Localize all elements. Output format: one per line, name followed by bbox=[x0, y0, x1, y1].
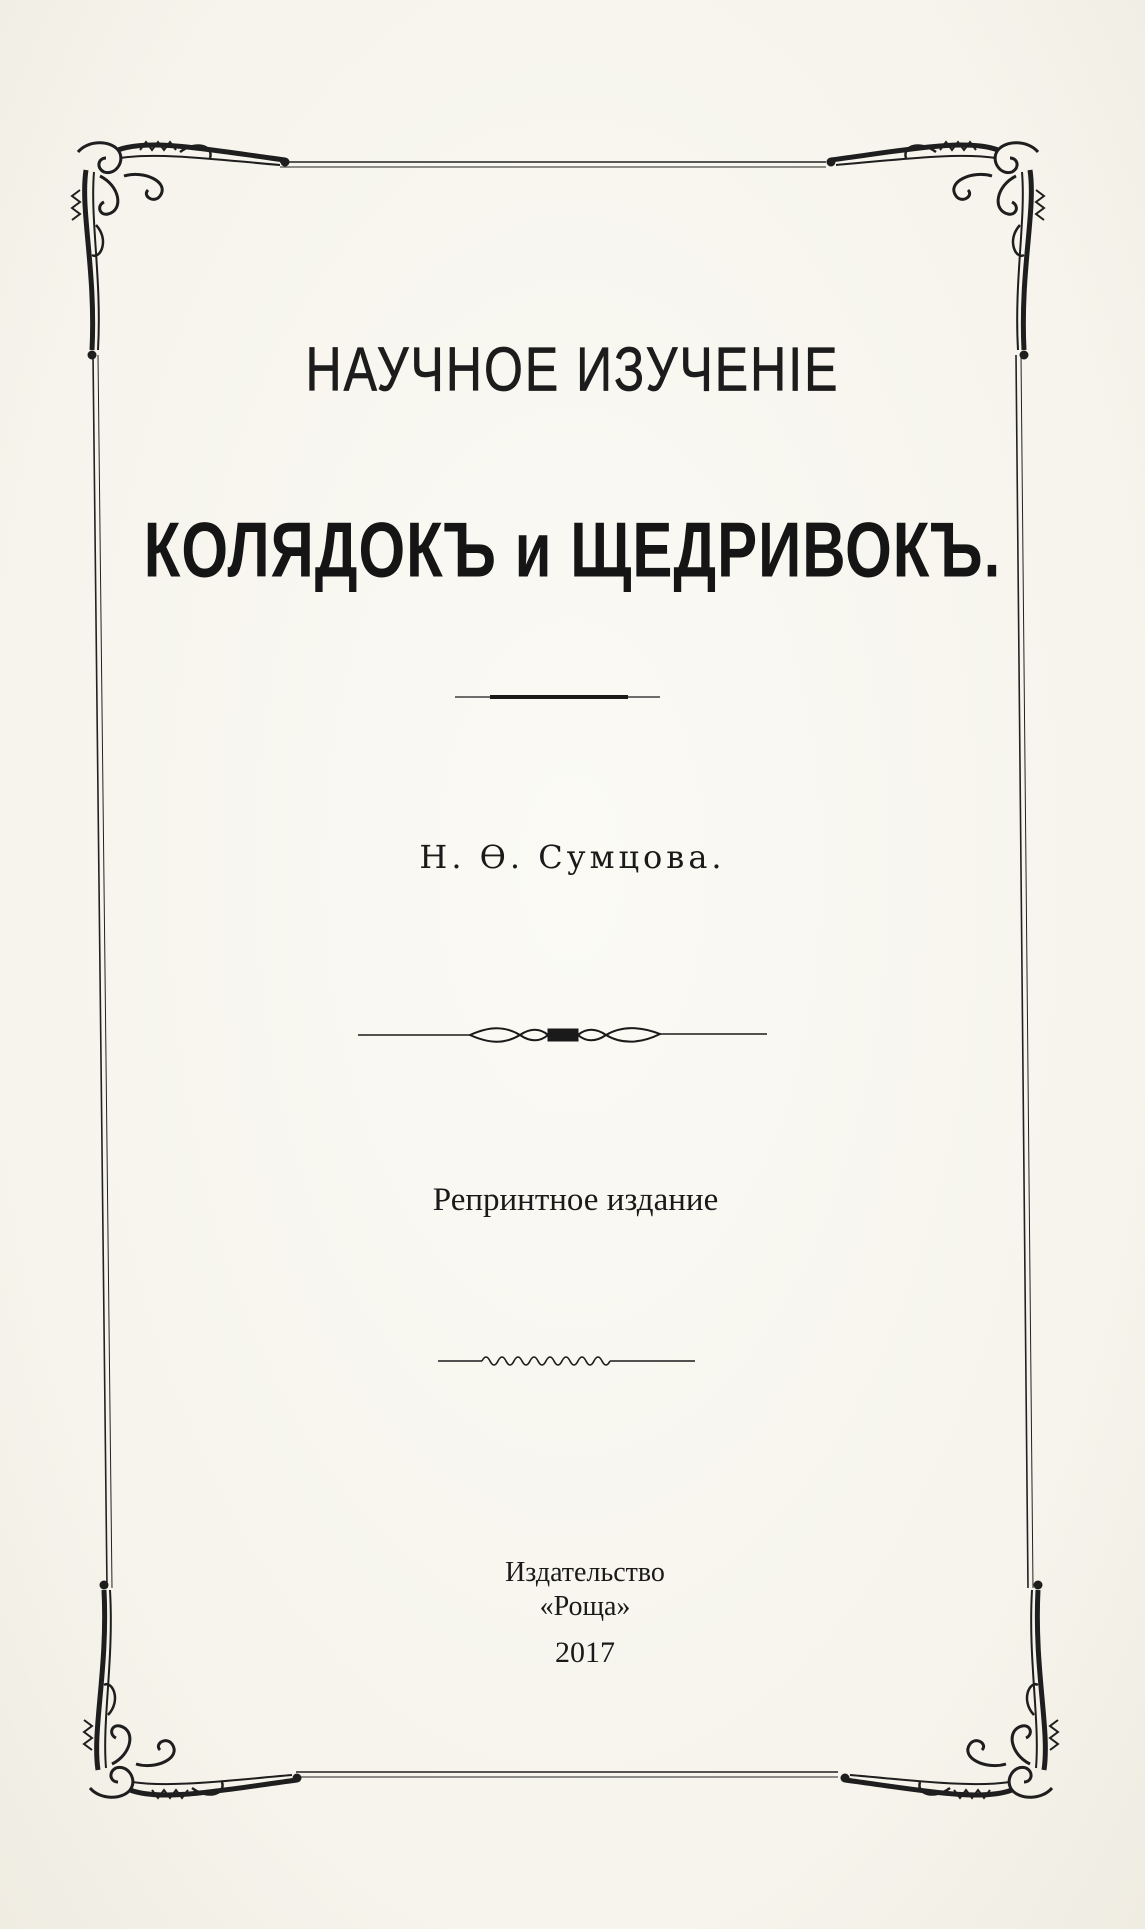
corner-ornament-top-left bbox=[72, 142, 289, 359]
divider-wavy-3 bbox=[438, 1357, 695, 1365]
title-line-1: НАУЧНОЕ ИЗУЧЕНIЕ bbox=[305, 334, 840, 405]
publisher-line-2: «Роща» bbox=[539, 1591, 631, 1622]
author-name: Н. Ѳ. Сумцова. bbox=[419, 838, 726, 876]
divider-ornament-2 bbox=[358, 1028, 767, 1042]
publisher-line-1: Издательство bbox=[505, 1557, 665, 1588]
corner-ornament-top-right bbox=[827, 142, 1044, 359]
publisher bbox=[25, 1556, 1145, 1624]
publication-year: 2017 bbox=[555, 1636, 615, 1669]
title-line-2: КОЛЯДОКЪ и ЩЕДРИВОКЪ. bbox=[143, 506, 1002, 594]
edition-label: Репринтное издание bbox=[432, 1182, 719, 1218]
